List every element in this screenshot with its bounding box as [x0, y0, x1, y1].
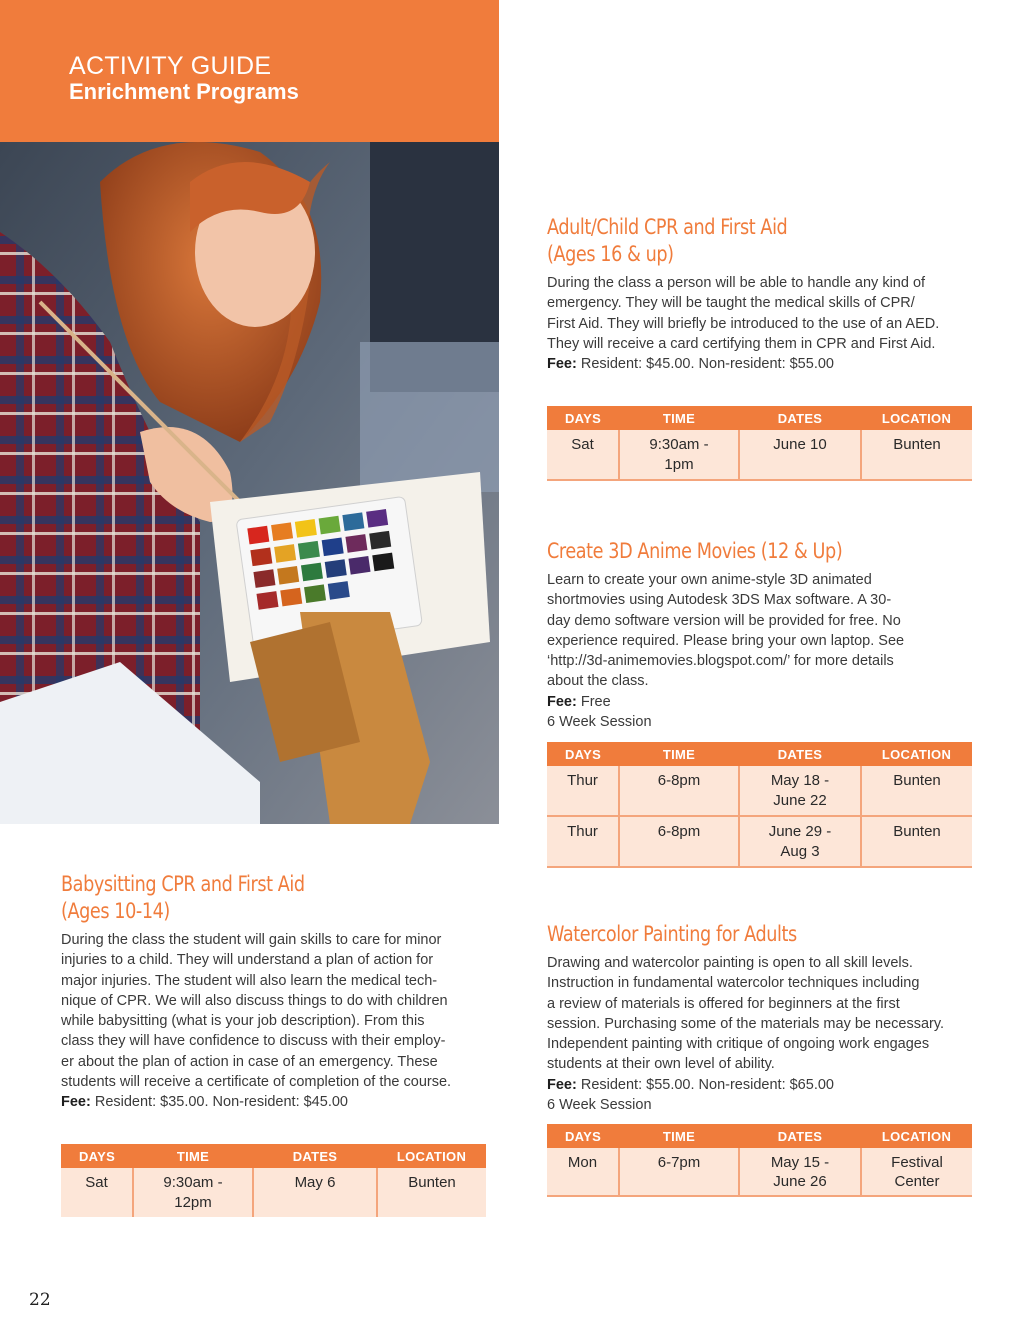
body-line: class they will have confidence to discuss with their employ- — [61, 1033, 446, 1050]
cell-dates: May 6 — [253, 1168, 377, 1217]
session-length: 6 Week Session — [547, 1097, 652, 1114]
body-line: a review of materials is offered for beginners at the first — [547, 995, 900, 1012]
fee-text: Resident: $45.00. Non-resident: $55.00 — [576, 356, 834, 373]
cell-line: June 26 — [773, 1173, 827, 1190]
cell-time — [133, 1168, 253, 1217]
table-row — [547, 1148, 972, 1196]
cell-line: Festival — [891, 1154, 943, 1171]
body-line: Learn to create your own anime-style 3D animated — [547, 572, 872, 588]
fee-label: Fee: — [547, 693, 577, 710]
cell-line: Aug 3 — [780, 843, 820, 860]
fee-label: Fee: — [547, 1076, 577, 1093]
table-header-row — [547, 742, 972, 766]
body-line: Independent painting with critique of ongoing work engages — [547, 1036, 930, 1053]
col-days: DAYS — [547, 406, 619, 430]
col-time: TIME — [133, 1144, 253, 1168]
col-dates: DATES — [253, 1144, 377, 1168]
session-length: 6 Week Session — [547, 714, 652, 731]
table-row — [547, 816, 972, 867]
body-line: ‘http://3d-animemovies.blogspot.com/’ for more details — [547, 653, 894, 670]
cell-location: Bunten — [861, 816, 972, 867]
fee-text: Resident: $35.00. Non-resident: $45.00 — [90, 1094, 348, 1111]
cell-time — [619, 430, 739, 480]
cell-location: Bunten — [377, 1168, 486, 1217]
col-dates: DATES — [739, 1124, 861, 1148]
body-line: Instruction in fundamental watercolor techniques including — [547, 975, 920, 992]
table-header-row — [61, 1144, 486, 1168]
body-line: Drawing and watercolor painting is open to all skill levels. — [547, 955, 913, 971]
cell-location — [861, 1148, 972, 1196]
schedule-table-3d-anime — [547, 742, 972, 868]
cell-time: 6-7pm — [619, 1148, 739, 1196]
body-line: emergency. They will be taught the medical skills of CPR/ — [547, 295, 915, 312]
cell-line: May 15 - — [770, 1154, 830, 1171]
title-line: Adult/Child CPR and First Aid — [547, 215, 788, 239]
body-line: er about the plan of action in case of an emergency. These — [61, 1053, 438, 1070]
schedule-table-adult-cpr — [547, 406, 972, 481]
body-line: while babysitting (what is your job description). From this — [61, 1013, 425, 1030]
col-dates: DATES — [739, 406, 861, 430]
section-body — [547, 953, 987, 1115]
fee-text: Resident: $55.00. Non-resident: $65.00 — [576, 1076, 834, 1093]
fee-label: Fee: — [61, 1094, 91, 1111]
table-row — [547, 430, 972, 480]
section-body — [547, 273, 987, 374]
table-row — [547, 766, 972, 816]
cell-line: June 22 — [773, 792, 827, 809]
cell-line: Center — [894, 1173, 940, 1190]
cell-location: Bunten — [861, 430, 972, 480]
cell-days: Thur — [547, 816, 619, 867]
col-time: TIME — [619, 1124, 739, 1148]
guide-kicker: ACTIVITY GUIDE — [69, 52, 272, 80]
fee-text: Free — [576, 693, 611, 710]
cell-dates — [739, 1148, 861, 1196]
section-babysitting — [61, 871, 501, 1113]
body-line: experience required. Please bring your own laptop. See — [547, 632, 905, 649]
cell-days: Thur — [547, 766, 619, 816]
table-row — [61, 1168, 486, 1217]
hero-photo — [0, 142, 499, 824]
section-body — [547, 570, 987, 732]
col-days: DAYS — [61, 1144, 133, 1168]
cell-time: 6-8pm — [619, 766, 739, 816]
body-line: session. Purchasing some of the materials may be necessary. — [547, 1015, 945, 1032]
body-line: During the class a person will be able to handle any kind of — [547, 275, 926, 291]
cell-line: May 18 - — [770, 772, 830, 789]
title-line: Babysitting CPR and First Aid — [61, 872, 305, 896]
schedule-table-watercolor — [547, 1124, 972, 1197]
body-line: During the class the student will gain skills to care for minor — [61, 932, 442, 948]
section-3d-anime — [547, 538, 987, 732]
col-days: DAYS — [547, 1124, 619, 1148]
cell-line: 1pm — [664, 456, 694, 473]
schedule-table-babysitting — [61, 1144, 486, 1217]
header-band — [0, 0, 499, 142]
body-line: They will receive a card certifying them in CPR and First Aid. — [547, 335, 936, 352]
body-line: day demo software version will be provided for free. No — [547, 612, 901, 629]
section-watercolor — [547, 921, 987, 1115]
col-time: TIME — [619, 742, 739, 766]
cell-days: Mon — [547, 1148, 619, 1196]
col-dates: DATES — [739, 742, 861, 766]
fee-label: Fee: — [547, 356, 577, 373]
body-line: nique of CPR. We will also discuss things to do with children — [61, 992, 448, 1009]
cell-days: Sat — [61, 1168, 133, 1217]
cell-line: 9:30am - — [163, 1174, 223, 1191]
cell-dates — [739, 816, 861, 867]
col-location: LOCATION — [861, 1124, 972, 1148]
title-line: (Ages 16 & up) — [547, 242, 674, 266]
col-days: DAYS — [547, 742, 619, 766]
section-adult-cpr — [547, 214, 987, 374]
cell-days: Sat — [547, 430, 619, 480]
page-title: Enrichment Programs — [69, 79, 299, 104]
cell-time: 6-8pm — [619, 816, 739, 867]
section-title — [61, 871, 431, 925]
cell-line: June 29 - — [768, 823, 832, 840]
body-line: shortmovies using Autodesk 3DS Max software. A 30- — [547, 592, 892, 609]
table-header-row — [547, 406, 972, 430]
table-header-row — [547, 1124, 972, 1148]
body-line: injuries to a child. They will understand a plan of action for — [61, 952, 434, 969]
cell-dates — [739, 766, 861, 816]
cell-line: 12pm — [174, 1194, 212, 1211]
col-location: LOCATION — [861, 406, 972, 430]
body-line: about the class. — [547, 673, 649, 690]
body-line: First Aid. They will briefly be introduced to the use of an AED. — [547, 315, 940, 332]
cell-line: 9:30am - — [649, 436, 709, 453]
cell-location: Bunten — [861, 766, 972, 816]
col-time: TIME — [619, 406, 739, 430]
body-line: students at their own level of ability. — [547, 1056, 775, 1073]
body-line: major injuries. The student will also learn the medical tech- — [61, 972, 438, 989]
title-line: (Ages 10-14) — [61, 899, 170, 923]
section-body — [61, 930, 501, 1113]
section-title: Create 3D Anime Movies (12 & Up) — [547, 539, 843, 563]
body-line: students will receive a certificate of completion of the course. — [61, 1074, 452, 1091]
col-location: LOCATION — [861, 742, 972, 766]
cell-dates: June 10 — [739, 430, 861, 480]
col-location: LOCATION — [377, 1144, 486, 1168]
section-title — [547, 214, 917, 268]
section-title: Watercolor Painting for Adults — [547, 922, 797, 946]
page-number: 22 — [29, 1290, 51, 1310]
